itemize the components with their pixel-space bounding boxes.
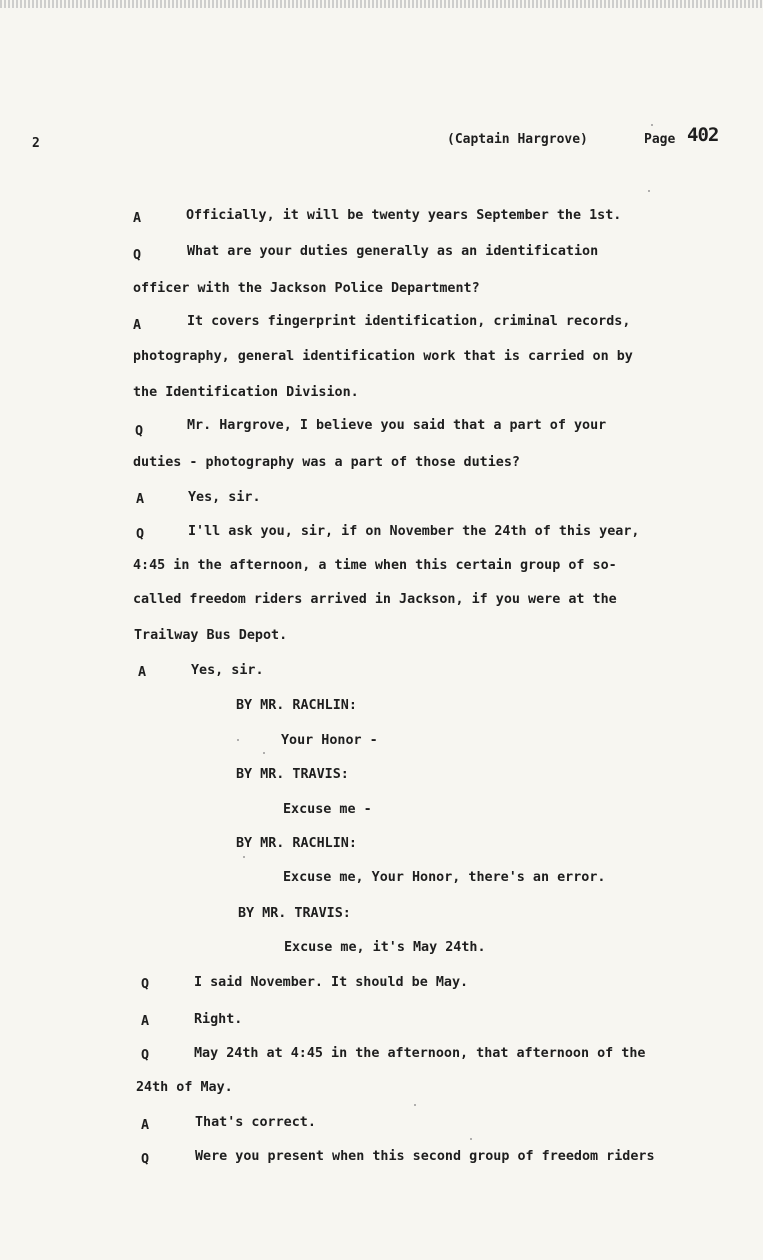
transcript-line: Yes, sir. — [191, 663, 264, 678]
transcript-line: It covers fingerprint identification, criminal records, — [187, 314, 631, 329]
speaker-label: A — [133, 211, 142, 226]
transcript-line: Your Honor - — [281, 733, 378, 748]
transcript-line: What are your duties generally as an identification — [187, 244, 599, 259]
scan-speck — [243, 856, 245, 858]
speaker-label: Q — [135, 424, 144, 439]
page-sequence-number: 2 — [32, 136, 40, 151]
scan-speck — [651, 124, 653, 126]
speaker-label: A — [141, 1014, 150, 1029]
scan-speck — [470, 1138, 472, 1140]
speaker-label: A — [138, 665, 147, 680]
speaker-label: A — [141, 1118, 150, 1133]
speaker-label: Q — [141, 977, 150, 992]
attorney-heading: BY MR. RACHLIN: — [236, 836, 357, 851]
transcript-line: called freedom riders arrived in Jackson, if you were at the — [133, 592, 617, 607]
scan-speck — [237, 739, 239, 741]
transcript-line: Excuse me, Your Honor, there's an error. — [283, 870, 606, 885]
transcript-line: duties - photography was a part of those duties? — [133, 455, 520, 470]
speaker-label: Q — [136, 527, 145, 542]
speaker-label: Q — [141, 1152, 150, 1167]
transcript-line: Excuse me - — [283, 802, 372, 817]
transcript-line: 24th of May. — [136, 1080, 233, 1095]
page-number: 402 — [687, 124, 719, 146]
transcript-line: photography, general identification work that is carried on by — [133, 349, 633, 364]
attorney-heading: BY MR. TRAVIS: — [236, 767, 349, 782]
scan-speck — [414, 1104, 416, 1106]
transcript-line: officer with the Jackson Police Department? — [133, 281, 480, 296]
speaker-label: A — [136, 492, 145, 507]
speaker-label: Q — [133, 248, 142, 263]
transcript-line: I'll ask you, sir, if on November the 24th of this year, — [188, 524, 640, 539]
transcript-line: Right. — [194, 1012, 243, 1027]
transcript-line: the Identification Division. — [133, 385, 359, 400]
transcript-line: Officially, it will be twenty years September the 1st. — [186, 208, 622, 223]
transcript-line: Mr. Hargrove, I believe you said that a part of your — [187, 418, 607, 433]
transcript-line: May 24th at 4:45 in the afternoon, that afternoon of the — [194, 1046, 646, 1061]
transcript-line: I said November. It should be May. — [194, 975, 469, 990]
transcript-line: Yes, sir. — [188, 490, 261, 505]
page-label: Page — [644, 132, 676, 147]
witness-header: (Captain Hargrove) — [447, 132, 588, 147]
scan-speck — [648, 190, 650, 192]
speaker-label: Q — [141, 1048, 150, 1063]
speaker-label: A — [133, 318, 142, 333]
scan-speck — [263, 752, 265, 754]
transcript-line: Excuse me, it's May 24th. — [284, 940, 486, 955]
page-top-border — [0, 0, 763, 8]
transcript-line: That's correct. — [195, 1115, 316, 1130]
transcript-line: Were you present when this second group of freedom riders — [195, 1149, 655, 1164]
attorney-heading: BY MR. RACHLIN: — [236, 698, 357, 713]
transcript-line: Trailway Bus Depot. — [134, 628, 288, 643]
transcript-line: 4:45 in the afternoon, a time when this certain group of so- — [133, 558, 617, 573]
attorney-heading: BY MR. TRAVIS: — [238, 906, 351, 921]
